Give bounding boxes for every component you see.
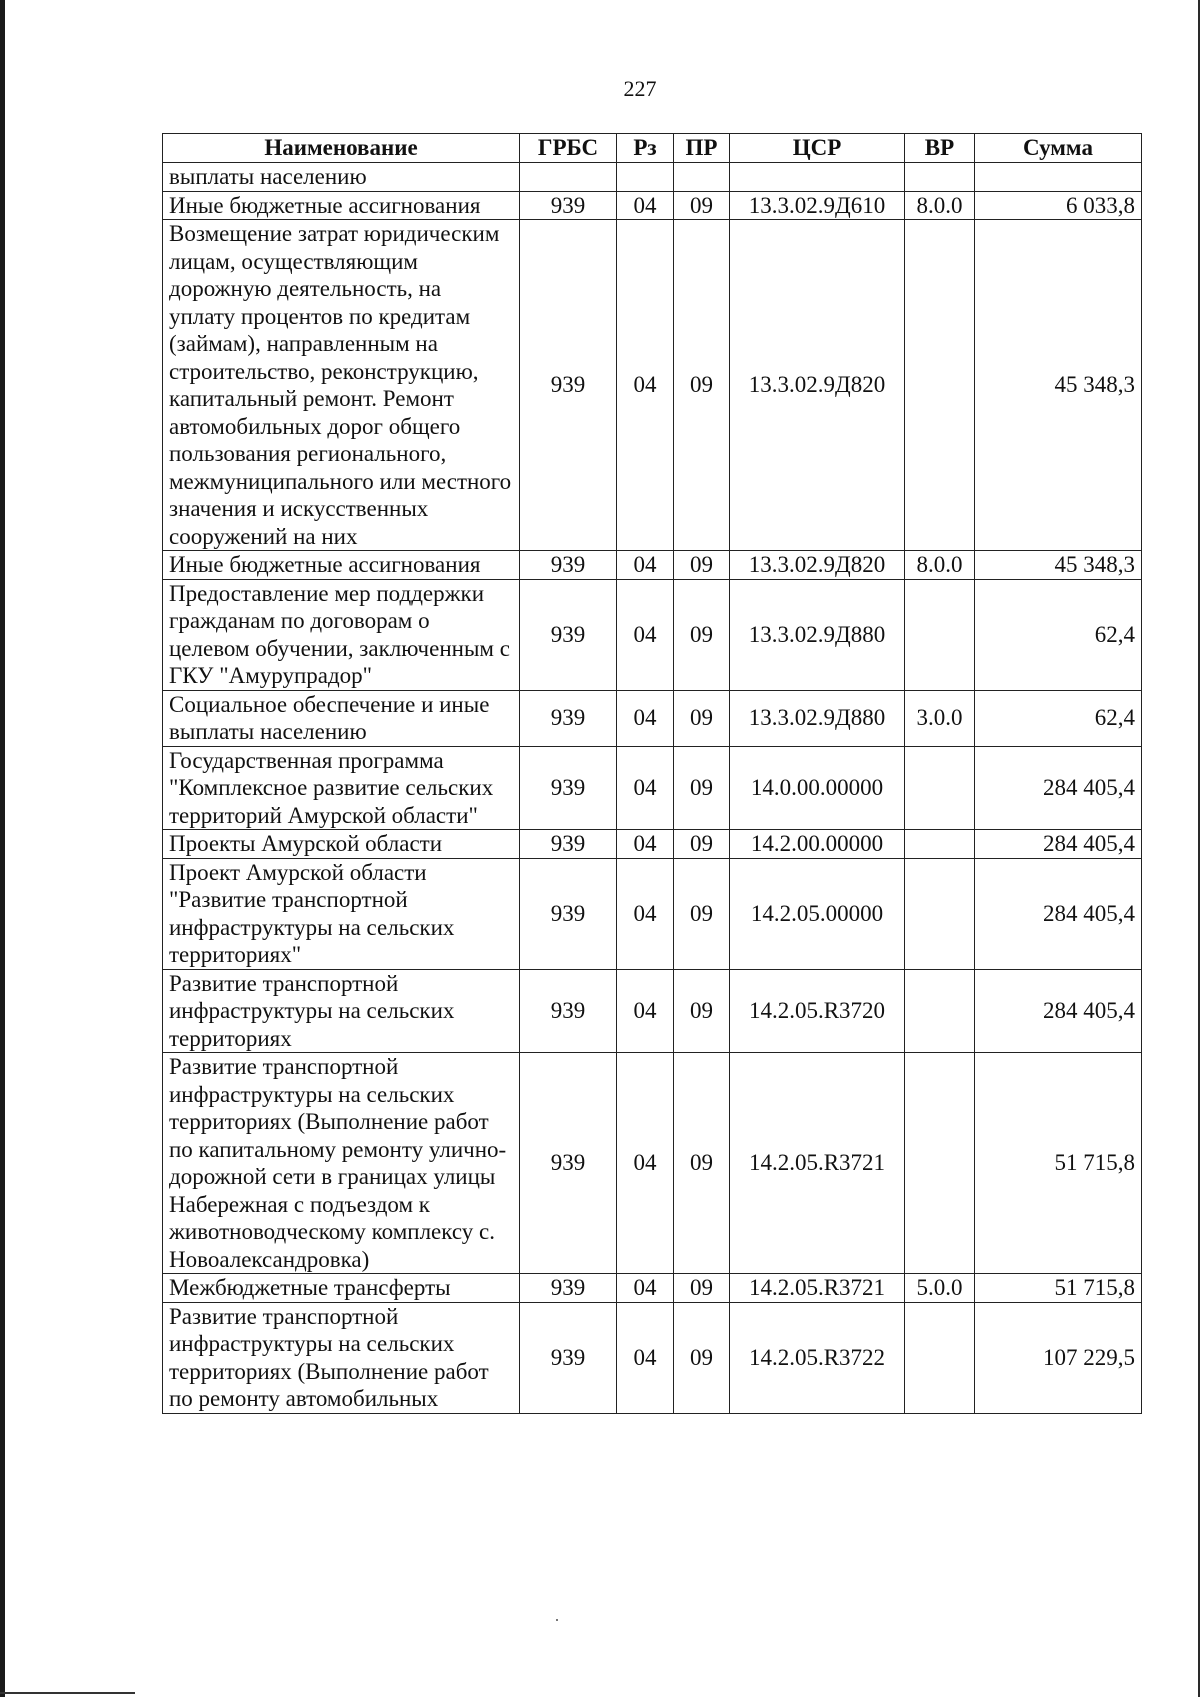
cell-rz: 04: [617, 579, 674, 690]
cell-sum: 284 405,4: [975, 858, 1142, 969]
cell-grbs: 939: [520, 191, 617, 220]
cell-rz: 04: [617, 551, 674, 580]
cell-vr: [905, 220, 975, 551]
scan-bottom-mark: [0, 1692, 135, 1694]
cell-rz: 04: [617, 191, 674, 220]
cell-vr: 8.0.0: [905, 191, 975, 220]
table-row: [163, 1274, 1142, 1303]
table-row: [163, 579, 1142, 690]
cell-name: Предоставление мер поддержки гражданам по договорам о целевом обучении, заключенным с ГКУ "Амурупрадор": [163, 579, 520, 690]
cell-sum: 51 715,8: [975, 1053, 1142, 1274]
cell-pr: 09: [674, 1302, 730, 1413]
cell-pr: 09: [674, 746, 730, 830]
table-header: [163, 134, 1142, 163]
header-row: [163, 134, 1142, 163]
cell-sum: 45 348,3: [975, 551, 1142, 580]
cell-csr: 13.3.02.9Д880: [730, 690, 905, 746]
cell-name: Социальное обеспечение и иные выплаты населению: [163, 690, 520, 746]
cell-name: Развитие транспортной инфраструктуры на сельских территориях: [163, 969, 520, 1053]
cell-vr: [905, 969, 975, 1053]
cell-sum: 51 715,8: [975, 1274, 1142, 1303]
cell-name: Развитие транспортной инфраструктуры на сельских территориях (Выполнение работ по капитальному ремонту улично-дорожной сети в границах улицы Набережная с подъездом к животноводческому комплексу с. Новоалександровка): [163, 1053, 520, 1274]
cell-name: Возмещение затрат юридическим лицам, осуществляющим дорожную деятельность, на уплату процентов по кредитам (займам), направленным на строительство, реконструкцию, капитальный ремонт. Ремонт автомобильных дорог общего пользования регионального, межмуниципального или местного значения и искусственных сооружений на них: [163, 220, 520, 551]
cell-pr: 09: [674, 858, 730, 969]
cell-grbs: 939: [520, 1302, 617, 1413]
cell-sum: 284 405,4: [975, 746, 1142, 830]
cell-rz: 04: [617, 1274, 674, 1303]
cell-csr: 14.2.05.00000: [730, 858, 905, 969]
header-name: Наименование: [163, 134, 520, 163]
cell-vr: [905, 163, 975, 192]
cell-name: Государственная программа "Комплексное развитие сельских территорий Амурской области": [163, 746, 520, 830]
cell-grbs: 939: [520, 579, 617, 690]
header-vr: ВР: [905, 134, 975, 163]
cell-pr: 09: [674, 220, 730, 551]
cell-vr: [905, 746, 975, 830]
cell-csr: [730, 163, 905, 192]
table-row: [163, 191, 1142, 220]
cell-pr: 09: [674, 191, 730, 220]
cell-csr: 13.3.02.9Д820: [730, 551, 905, 580]
table-row: [163, 220, 1142, 551]
table-row: [163, 830, 1142, 859]
cell-csr: 14.2.05.R3721: [730, 1053, 905, 1274]
cell-pr: 09: [674, 551, 730, 580]
cell-pr: [674, 163, 730, 192]
table-row: [163, 551, 1142, 580]
cell-name: выплаты населению: [163, 163, 520, 192]
cell-sum: 62,4: [975, 579, 1142, 690]
cell-rz: 04: [617, 830, 674, 859]
header-grbs: ГРБС: [520, 134, 617, 163]
cell-vr: [905, 858, 975, 969]
cell-csr: 13.3.02.9Д880: [730, 579, 905, 690]
cell-grbs: 939: [520, 1053, 617, 1274]
table-row: [163, 163, 1142, 192]
cell-pr: 09: [674, 690, 730, 746]
cell-vr: 8.0.0: [905, 551, 975, 580]
table-row: [163, 746, 1142, 830]
header-sum: Сумма: [975, 134, 1142, 163]
cell-vr: [905, 1053, 975, 1274]
cell-sum: 284 405,4: [975, 830, 1142, 859]
cell-csr: 14.2.00.00000: [730, 830, 905, 859]
cell-grbs: 939: [520, 858, 617, 969]
cell-rz: 04: [617, 220, 674, 551]
scan-speck: [556, 1619, 558, 1621]
cell-rz: 04: [617, 690, 674, 746]
cell-rz: 04: [617, 746, 674, 830]
cell-rz: [617, 163, 674, 192]
cell-sum: [975, 163, 1142, 192]
cell-pr: 09: [674, 830, 730, 859]
cell-name: Иные бюджетные ассигнования: [163, 191, 520, 220]
cell-rz: 04: [617, 1053, 674, 1274]
cell-csr: 14.2.05.R3722: [730, 1302, 905, 1413]
table-row: [163, 1053, 1142, 1274]
cell-vr: [905, 1302, 975, 1413]
header-rz: Рз: [617, 134, 674, 163]
cell-vr: [905, 830, 975, 859]
header-pr: ПР: [674, 134, 730, 163]
cell-pr: 09: [674, 969, 730, 1053]
cell-name: Развитие транспортной инфраструктуры на сельских территориях (Выполнение работ по ремонту автомобильных: [163, 1302, 520, 1413]
cell-sum: 45 348,3: [975, 220, 1142, 551]
cell-grbs: 939: [520, 746, 617, 830]
budget-table: [162, 133, 1142, 1414]
cell-vr: 3.0.0: [905, 690, 975, 746]
cell-grbs: 939: [520, 830, 617, 859]
cell-vr: 5.0.0: [905, 1274, 975, 1303]
table-row: [163, 690, 1142, 746]
cell-name: Проект Амурской области "Развитие транспортной инфраструктуры на сельских территориях": [163, 858, 520, 969]
cell-vr: [905, 579, 975, 690]
table-row: [163, 858, 1142, 969]
table-row: [163, 1302, 1142, 1413]
cell-rz: 04: [617, 969, 674, 1053]
cell-csr: 14.2.05.R3720: [730, 969, 905, 1053]
cell-csr: 14.0.00.00000: [730, 746, 905, 830]
page-number: 227: [623, 76, 657, 101]
cell-sum: 6 033,8: [975, 191, 1142, 220]
cell-sum: 107 229,5: [975, 1302, 1142, 1413]
cell-pr: 09: [674, 1274, 730, 1303]
cell-rz: 04: [617, 858, 674, 969]
cell-csr: 13.3.02.9Д820: [730, 220, 905, 551]
cell-grbs: 939: [520, 969, 617, 1053]
cell-sum: 284 405,4: [975, 969, 1142, 1053]
cell-grbs: 939: [520, 1274, 617, 1303]
cell-grbs: 939: [520, 551, 617, 580]
header-csr: ЦСР: [730, 134, 905, 163]
cell-grbs: [520, 163, 617, 192]
cell-csr: 14.2.05.R3721: [730, 1274, 905, 1303]
cell-name: Проекты Амурской области: [163, 830, 520, 859]
cell-sum: 62,4: [975, 690, 1142, 746]
table-body: [163, 163, 1142, 1414]
cell-pr: 09: [674, 579, 730, 690]
table-row: [163, 969, 1142, 1053]
cell-grbs: 939: [520, 690, 617, 746]
cell-name: Межбюджетные трансферты: [163, 1274, 520, 1303]
cell-csr: 13.3.02.9Д610: [730, 191, 905, 220]
cell-name: Иные бюджетные ассигнования: [163, 551, 520, 580]
cell-grbs: 939: [520, 220, 617, 551]
scan-left-edge: [0, 0, 5, 1697]
cell-pr: 09: [674, 1053, 730, 1274]
cell-rz: 04: [617, 1302, 674, 1413]
